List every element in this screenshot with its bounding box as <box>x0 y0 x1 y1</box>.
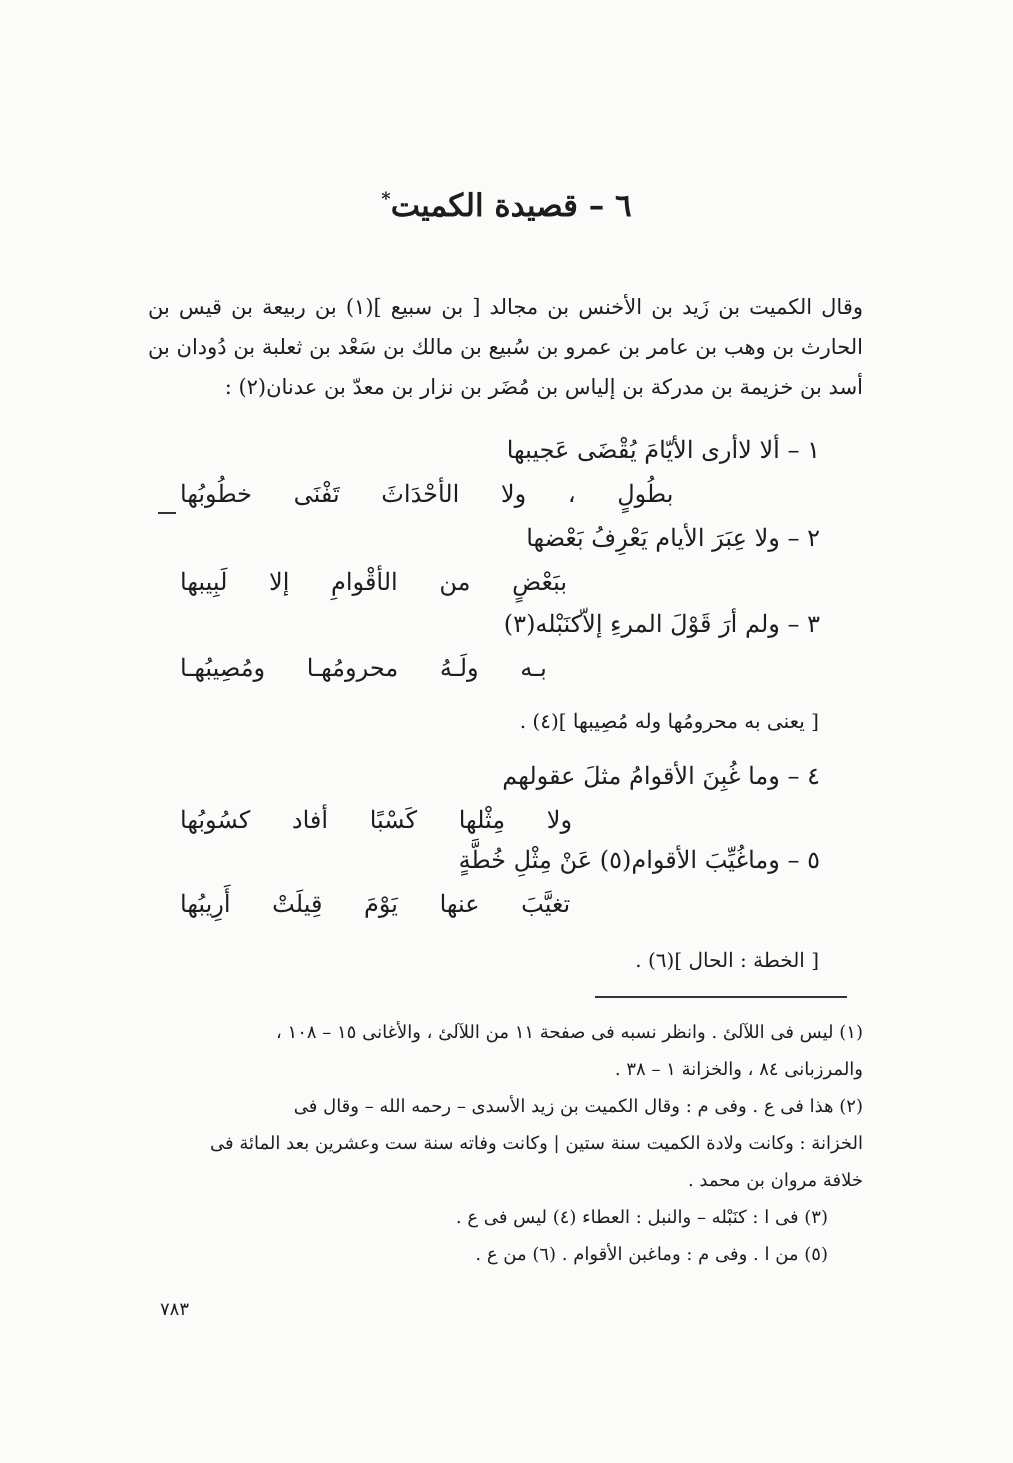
poem-title-text: ٦ – قصيدة الكميت <box>390 188 632 224</box>
verse-4-first-hemistich: ٤ – وما غُبِنَ الأقوامُ مثلَ عقولهم <box>502 762 820 790</box>
title-mark: * <box>381 188 391 210</box>
verse-5-second-hemistich: تغيَّبَ عنها يَوْمَ قِيلَتْ أَرِيبُها <box>180 890 571 918</box>
verse-3-note: [ يعنى به محرومُها وله مُصِيبها ](٤) . <box>519 709 819 733</box>
page-number: ٧٨٣ <box>160 1299 190 1320</box>
verse-2-first-hemistich: ٢ – ولا عِبَرَ الأيام يَعْرِفُ بَعْضها <box>526 524 820 552</box>
footnote-line: (١) ليس فى اللآلئ . وانظر نسبه فى صفحة ١١ من اللآلئ ، والأغانى ١٥ – ١٠٨ ، <box>276 1022 863 1043</box>
verse-1-second-hemistich: بطُولٍ ، ولا الأحْدَاثَ تَفْنَى خطُوبُها <box>180 480 674 508</box>
footnote-line: خلافة مروان بن محمد . <box>687 1170 863 1191</box>
verse-4-second-hemistich: ولا مِثْلها كَسْبًا أفاد كسُوبُها <box>180 806 573 834</box>
verse-2-second-hemistich: ببَعْضٍ من الأقْوامِ إلا لَبِيبها <box>180 568 568 596</box>
footnote-line: الخزانة : وكانت ولادة الكميت سنة ستين | وكانت وفاته سنة ست وعشرين بعد المائة فى <box>210 1133 863 1154</box>
intro-paragraph: وقال الكميت بن زَيد بن الأخنس بن مجالد [ بن سبيع ](١) بن ربيعة بن قيس بن الحارث بن وهب بن عامر بن عمرو بن سُبيع بن مالك بن سَعْد بن ثعلبة بن دُودان بن أسد بن خزيمة بن مدركة بن إلياس بن مُضَر بن نزار بن معدّ بن عدنان(٢) : <box>148 295 864 399</box>
verse-1-first-hemistich: ١ – ألا لاأرى الأيّامَ يُقْضَى عَجيبها <box>506 436 820 464</box>
poem-title <box>0 188 1013 224</box>
verse-3-second-hemistich: بـه ولَـهُ محرومُهـا ومُصِيبُهـا <box>180 654 547 682</box>
footnote-divider <box>595 996 847 998</box>
footnote-line: (٣) فى ا : كنَبْله – والنبل : العطاء (٤) ليس فى ع . <box>455 1207 828 1228</box>
margin-mark <box>158 512 176 514</box>
verse-5-note: [ الخطة : الحال ](٦) . <box>635 948 819 972</box>
verse-3-first-hemistich: ٣ – ولم أرَ قَوْلَ المرءِ إلاّكنَبْله(٣) <box>503 610 820 638</box>
footnote-line: (٢) هذا فى ع . وفى م : وقال الكميت بن زيد الأسدى – رحمه الله – وقال فى <box>293 1096 863 1117</box>
footnotes <box>148 1014 863 1273</box>
footnote-line: (٥) من ا . وفى م : وماغبن الأقوام . (٦) من ع . <box>475 1244 828 1265</box>
footnote-line: والمرزبانى ٨٤ ، والخزانة ١ – ٣٨ . <box>614 1059 863 1080</box>
verse-5-first-hemistich: ٥ – وماغُيِّبَ الأقوام(٥) عَنْ مِثْلِ خُطَّةٍ <box>458 846 820 874</box>
